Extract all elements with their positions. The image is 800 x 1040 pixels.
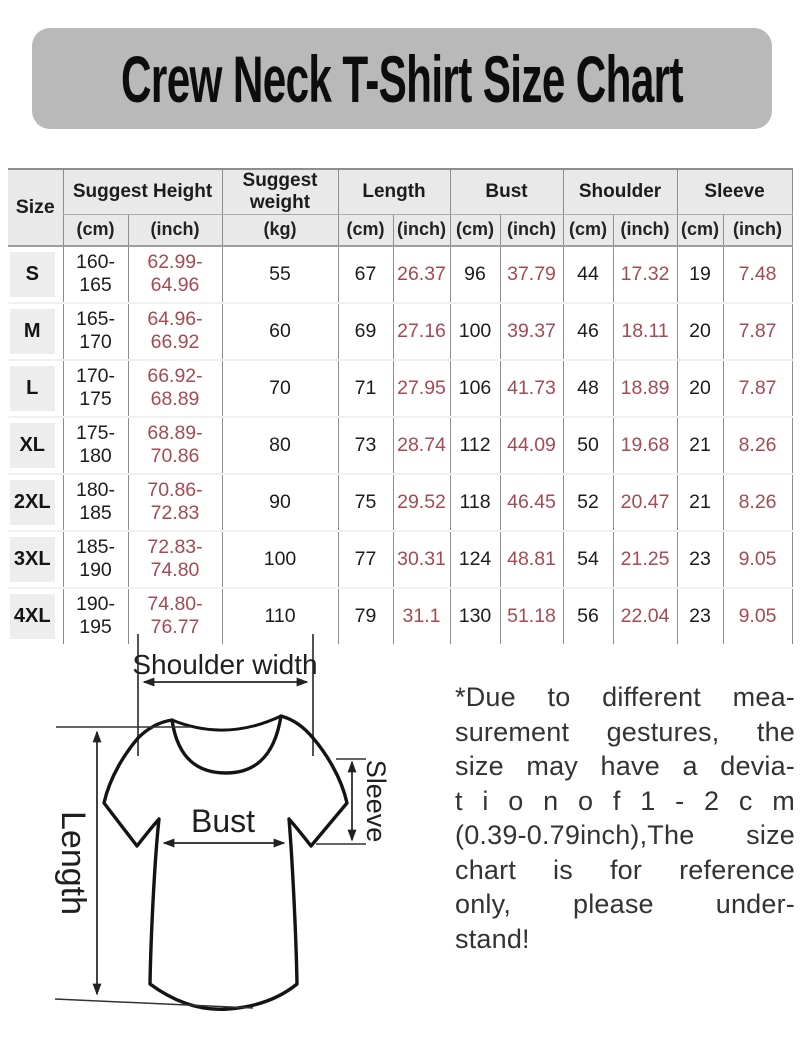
cell-sleeve-cm: 21 [677,474,723,531]
table-row-l [8,360,792,417]
cell-height-cm: 185-190 [63,531,128,588]
size-label: XL [10,423,55,468]
note-line: chart is for reference [455,854,795,885]
cell-length-inch: 26.37 [393,246,450,303]
size-label: S [10,252,55,297]
cell-shoulder-inch: 17.32 [613,246,677,303]
cell-length-inch: 27.16 [393,303,450,360]
cell-length-cm: 71 [338,360,393,417]
size-label: L [10,366,55,411]
cell-weight-kg: 55 [222,246,338,303]
cell-length-inch: 28.74 [393,417,450,474]
cell-bust-inch: 46.45 [500,474,563,531]
size-table [8,168,793,644]
table-row-2xl [8,474,792,531]
col-header-length: Length [338,169,450,215]
cell-sleeve-inch: 9.05 [723,588,792,644]
table-row-m [8,303,792,360]
cell-sleeve-inch: 8.26 [723,417,792,474]
cell-shoulder-inch: 19.68 [613,417,677,474]
cell-sleeve-cm: 23 [677,588,723,644]
col-header-bust: Bust [450,169,563,215]
cell-length-inch: 27.95 [393,360,450,417]
col-header-suggest-weight: Suggest weight [222,169,338,215]
cell-bust-inch: 37.79 [500,246,563,303]
cell-bust-cm: 100 [450,303,500,360]
cell-bust-inch: 51.18 [500,588,563,644]
cell-bust-inch: 39.37 [500,303,563,360]
cell-weight-kg: 90 [222,474,338,531]
unit-height-cm: (cm) [63,215,128,246]
cell-shoulder-cm: 50 [563,417,613,474]
cell-shoulder-inch: 18.89 [613,360,677,417]
cell-height-cm: 165-170 [63,303,128,360]
cell-shoulder-cm: 48 [563,360,613,417]
cell-height-inch: 64.96-66.92 [128,303,222,360]
header-unit-row [8,215,792,246]
cell-shoulder-cm: 44 [563,246,613,303]
cell-length-inch: 31.1 [393,588,450,644]
tshirt-outline [104,716,347,1009]
unit-sleeve-inch: (inch) [723,215,792,246]
cell-height-inch: 62.99-64.96 [128,246,222,303]
cell-sleeve-inch: 8.26 [723,474,792,531]
cell-bust-cm: 112 [450,417,500,474]
cell-height-cm: 180-185 [63,474,128,531]
cell-length-cm: 69 [338,303,393,360]
note-line: only, please under- [455,889,795,919]
unit-sleeve-cm: (cm) [677,215,723,246]
bust-label: Bust [190,803,256,839]
cell-sleeve-inch: 7.87 [723,303,792,360]
cell-shoulder-inch: 22.04 [613,588,677,644]
unit-length-cm: (cm) [338,215,393,246]
cell-length-inch: 29.52 [393,474,450,531]
cell-sleeve-inch: 7.87 [723,360,792,417]
unit-length-inch: (inch) [393,215,450,246]
cell-length-cm: 75 [338,474,393,531]
unit-shoulder-cm: (cm) [563,215,613,246]
cell-shoulder-cm: 46 [563,303,613,360]
cell-bust-inch: 41.73 [500,360,563,417]
cell-length-inch: 30.31 [393,531,450,588]
sleeve-label: Sleeve [360,759,391,843]
cell-bust-inch: 48.81 [500,531,563,588]
note-line: surement gestures, the [455,716,795,747]
cell-bust-cm: 124 [450,531,500,588]
cell-size [8,360,63,417]
unit-bust-cm: (cm) [450,215,500,246]
cell-length-cm: 73 [338,417,393,474]
cell-size [8,303,63,360]
cell-sleeve-cm: 21 [677,417,723,474]
unit-weight-kg: (kg) [222,215,338,246]
cell-height-inch: 68.89-70.86 [128,417,222,474]
table-row-s [8,246,792,303]
cell-height-cm: 160-165 [63,246,128,303]
cell-length-cm: 77 [338,531,393,588]
cell-height-inch: 72.83-74.80 [128,531,222,588]
size-label: 2XL [10,480,55,525]
note-line: size may have a devia- [455,751,795,781]
cell-sleeve-inch: 9.05 [723,531,792,588]
note-line: t i o n o f 1 - 2 c m [455,785,795,816]
table-row-3xl [8,531,792,588]
cell-height-cm: 170-175 [63,360,128,417]
cell-shoulder-inch: 18.11 [613,303,677,360]
col-header-sleeve: Sleeve [677,169,792,215]
col-header-size: Size [8,169,63,246]
shoulder-width-label: Shoulder width [132,649,318,680]
col-header-shoulder: Shoulder [563,169,677,215]
cell-weight-kg: 60 [222,303,338,360]
cell-sleeve-cm: 23 [677,531,723,588]
cell-size [8,417,63,474]
cell-weight-kg: 70 [222,360,338,417]
title-banner [32,28,772,129]
cell-height-inch: 74.80-76.77 [128,588,222,644]
length-tick-bottom [55,999,253,1008]
cell-length-cm: 67 [338,246,393,303]
cell-sleeve-cm: 20 [677,360,723,417]
cell-sleeve-cm: 20 [677,303,723,360]
page-title: Crew Neck T-Shirt Size Chart [121,41,683,116]
disclaimer-note [455,680,795,956]
header-group-row [8,169,792,215]
size-label: 4XL [10,594,55,639]
note-line: (0.39-0.79inch),The size [455,820,795,850]
length-label: Length [54,811,93,915]
cell-shoulder-cm: 56 [563,588,613,644]
cell-bust-cm: 130 [450,588,500,644]
cell-height-inch: 70.86-72.83 [128,474,222,531]
cell-length-cm: 79 [338,588,393,644]
unit-bust-inch: (inch) [500,215,563,246]
cell-bust-cm: 106 [450,360,500,417]
collar-arc [172,716,281,730]
cell-height-inch: 66.92-68.89 [128,360,222,417]
cell-weight-kg: 100 [222,531,338,588]
cell-shoulder-inch: 20.47 [613,474,677,531]
unit-shoulder-inch: (inch) [613,215,677,246]
size-label: 3XL [10,537,55,582]
col-header-suggest-height: Suggest Height [63,169,222,215]
cell-weight-kg: 80 [222,417,338,474]
unit-height-inch: (inch) [128,215,222,246]
table-row-xl [8,417,792,474]
tshirt-diagram-svg [0,620,440,1040]
cell-sleeve-inch: 7.48 [723,246,792,303]
size-label: M [10,309,55,354]
cell-height-cm: 190-195 [63,588,128,644]
cell-size [8,246,63,303]
note-line: *Due to different mea- [455,682,795,712]
tshirt-measurement-diagram [0,620,440,1040]
cell-sleeve-cm: 19 [677,246,723,303]
cell-size [8,474,63,531]
note-line: stand! [455,923,530,954]
cell-height-cm: 175-180 [63,417,128,474]
cell-size [8,531,63,588]
cell-bust-inch: 44.09 [500,417,563,474]
cell-shoulder-cm: 54 [563,531,613,588]
cell-shoulder-cm: 52 [563,474,613,531]
cell-bust-cm: 96 [450,246,500,303]
cell-shoulder-inch: 21.25 [613,531,677,588]
cell-weight-kg: 110 [222,588,338,644]
cell-bust-cm: 118 [450,474,500,531]
